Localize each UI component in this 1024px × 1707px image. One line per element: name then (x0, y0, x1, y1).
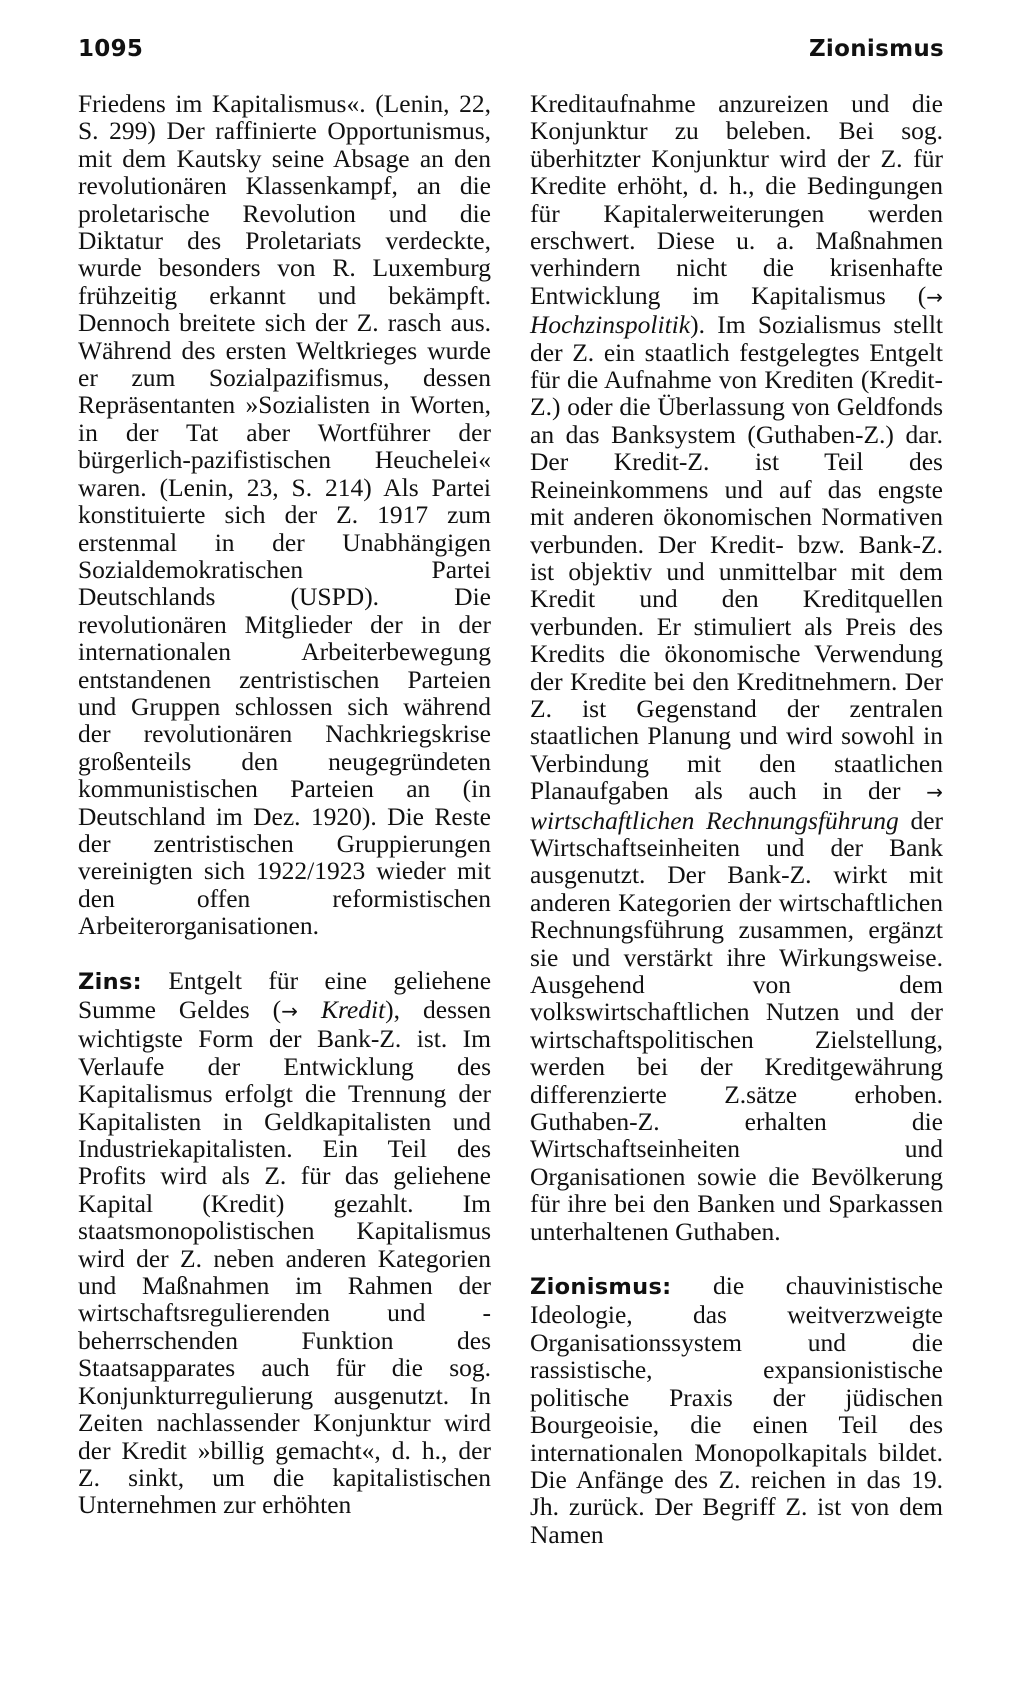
zins-continuation-paragraph (530, 90, 943, 1245)
zins-text-after-ref: ), dessen wichtigste Form der Bank-Z. ist. Im Verlaufe der Entwicklung des Kapitalismus erfolgt die Trennung der Kapitalisten in Geldkapitalisten und Industriekapitalisten. Ein Teil des Profits wird als Z. für das geliehene Kapital (Kredit) gezahlt. Im staatsmonopolistischen Kapitalismus wird der Z. neben anderen Kategorien und Maßnahmen im Rahmen der wirtschaftsregulierenden und -beherrschenden Funktion des Staatsapparates auch für die sog. Konjunkturregulierung ausgenutzt. In Zeiten nachlassender Konjunktur wird der Kredit »billig gemacht«, d. h., der Z. sinkt, um die kapitalistischen Unternehmen zur erhöhten (78, 995, 491, 1520)
entry-zionismus (530, 1272, 943, 1548)
cross-reference-arrow-icon: → (926, 780, 943, 805)
cross-reference-hochzinspolitik[interactable]: Hochzinspolitik (530, 310, 691, 340)
running-head: Zionismus (808, 36, 944, 62)
continuation-paragraph: Friedens im Kapitalismus«. (Lenin, 22, S. 299) Der raffinierte Opportunismus, mit dem Kautsky seine Absage an den revolutionären Klassenkampf, an die proletarische Revolution und die Diktatur des Proletariats verdeckte, wurde besonders von R. Luxemburg frühzeitig erkannt und bekämpft. Dennoch breitete sich der Z. rasch aus. Während des ersten Weltkrieges wurde er zum Sozialpazifismus, dessen Repräsentanten »Sozialisten in Worten, in der Tat aber Wortführer der bürgerlich-pazifistischen Heuchelei« waren. (Lenin, 23, S. 214) Als Partei konstituierte sich der Z. 1917 zum erstenmal in der Unabhängigen Sozialdemokratischen Partei Deutschlands (USPD). Die revolutionären Mitglieder der in der internationalen Arbeiterbewegung entstandenen zentristischen Parteien und Gruppen schlossen sich während der revolutionären Nachkriegskrise großenteils den neugegründeten kommunistischen Parteien an (in Deutschland im Dez. 1920). Die Reste der zentristischen Gruppierungen vereinigten sich 1922/1923 wieder mit den offen reformistischen Arbeiterorganisationen. (78, 89, 491, 941)
zionismus-text: die chauvinistische Ideologie, das weitverzweigte Organisationssystem und die rassistische, expansionistische politische Praxis der jüdischen Bourgeoisie, die einen Teil des internationalen Monopolkapitals bildet. Die Anfänge des Z. reichen in das 19. Jh. zurück. Der Begriff Z. ist von dem Namen (530, 1271, 943, 1549)
zins-cont-text-1: Kreditaufnahme anzureizen und die Konjunktur zu beleben. Bei sog. überhitzter Konjunktur wird der Z. für Kredite erhöht, d. h., die Bedingungen für Kapitalerweiterungen werden erschwert. Diese u. a. Maßnahmen verhindern nicht die krisenhafte Entwicklung im Kapitalismus ( (530, 89, 943, 310)
zins-cont-text-3: der Wirtschaftseinheiten und der Bank ausgenutzt. Der Bank-Z. wirkt mit anderen Kategorien der wirtschaftlichen Rechnungsführung zusammen, ergänzt sie und verstärkt ihre Wirkungsweise. Ausgehend von dem volkswirtschaftlichen Nutzen und der wirtschaftspolitischen Zielstellung, werden bei der Kreditgewährung differenzierte Z.sätze erhoben. Guthaben-Z. erhalten die Wirtschaftseinheiten und Organisationen sowie die Bevölkerung für ihre bei den Banken und Sparkassen unterhaltenen Guthaben. (530, 805, 943, 1246)
zins-cont-text-2: ). Im Sozialismus stellt der Z. ein staatlich festgelegtes Entgelt für die Aufnahme von Krediten (Kredit-Z.) oder die Überlassung von Geldfonds an das Banksystem (Guthaben-Z.) dar. Der Kredit-Z. ist Teil des Reineinkommens und auf das engste mit anderen ökonomischen Normativen verbunden. Der Kredit- bzw. Bank-Z. ist objektiv und unmittelbar mit dem Kredit und den Kreditquellen verbunden. Er stimuliert als Preis des Kredits die ökonomische Verwendung der Kredite bei den Kreditnehmern. Der Z. ist Gegenstand der zentralen staatlichen Planung und wird sowohl in Verbindung mit den staatlichen Planaufgaben als auch in der (530, 310, 943, 806)
cross-reference-arrow-icon: → (926, 284, 943, 309)
page-number: 1095 (78, 36, 144, 62)
headword-zionismus: Zionismus: (530, 1274, 672, 1301)
cross-reference-wirtschaftliche-rechnungsfuehrung[interactable]: wirtschaftlichen Rechnungsführung (530, 805, 899, 835)
left-column (78, 90, 491, 1519)
cross-reference-kredit[interactable]: Kredit (320, 995, 386, 1024)
cross-reference-arrow-icon: → (281, 999, 298, 1023)
right-column (530, 90, 943, 1548)
zins-text-before-ref: Entgelt für eine geliehene Summe Geldes ( (78, 965, 492, 1024)
entry-zins (78, 967, 491, 1519)
page-header (78, 36, 944, 70)
headword-zins: Zins: (78, 968, 142, 995)
